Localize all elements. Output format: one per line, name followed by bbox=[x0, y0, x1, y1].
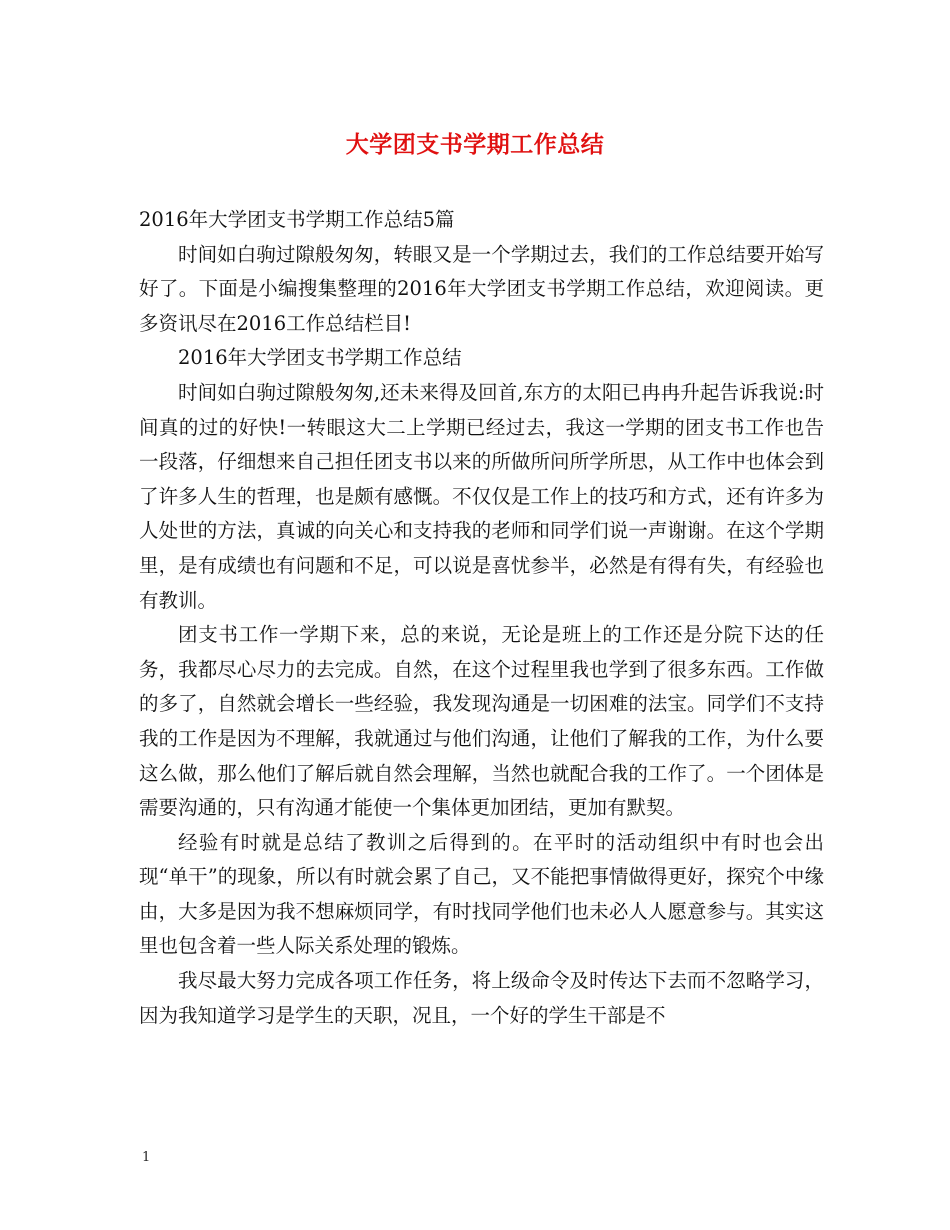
document-body bbox=[139, 203, 824, 1033]
paragraph-subtitle: 2016年大学团支书学期工作总结5篇 bbox=[139, 208, 455, 231]
paragraph-heading: 2016年大学团支书学期工作总结 bbox=[178, 346, 462, 370]
page-number: 1 bbox=[142, 1150, 151, 1165]
document-title: 大学团支书学期工作总结 bbox=[345, 131, 605, 158]
paragraph: 我尽最大努力完成各项工作任务，将上级命令及时传达下去而不忽略学习，因为我知道学习是学生的天职，况且，一个好的学生干部是不 bbox=[139, 969, 824, 1027]
paragraph: 团支书工作一学期下来，总的来说，无论是班上的工作还是分院下达的任务，我都尽心尽力的去完成。自然，在这个过程里我也学到了很多东西。工作做的多了，自然就会增长一些经验，我发现沟通是一切困难的法宝。同学们不支持我的工作是因为不理解，我就通过与他们沟通，让他们了解我的工作，为什么要这么做，那么他们了解后就自然会理解，当然也就配合我的工作了。一个团体是需要沟通的，只有沟通才能使一个集体更加团结，更加有默契。 bbox=[139, 623, 824, 820]
paragraph: 时间如白驹过隙般匆匆,还未来得及回首,东方的太阳已冉冉升起告诉我说:时间真的过的好快!一转眼这大二上学期已经过去，我这一学期的团支书工作也告一段落，仔细想来自己担任团支书以来的所做所问所学所思，从工作中也体会到了许多人生的哲理，也是颇有感慨。不仅仅是工作上的技巧和方式，还有许多为人处世的方法，真诚的向关心和支持我的老师和同学们说一声谢谢。在这个学期里，是有成绩也有问题和不足，可以说是喜忧参半，必然是有得有失，有经验也有教训。 bbox=[139, 380, 824, 612]
paragraph: 时间如白驹过隙般匆匆，转眼又是一个学期过去，我们的工作总结要开始写好了。下面是小编搜集整理的2016年大学团支书学期工作总结，欢迎阅读。更多资讯尽在2016工作总结栏目! bbox=[139, 242, 824, 335]
paragraph: 经验有时就是总结了教训之后得到的。在平时的活动组织中有时也会出现“单干”的现象，所以有时就会累了自己，又不能把事情做得更好，探究个中缘由，大多是因为我不想麻烦同学，有时找同学他们也未必人人愿意参与。其实这里也包含着一些人际关系处理的锻炼。 bbox=[139, 830, 824, 958]
